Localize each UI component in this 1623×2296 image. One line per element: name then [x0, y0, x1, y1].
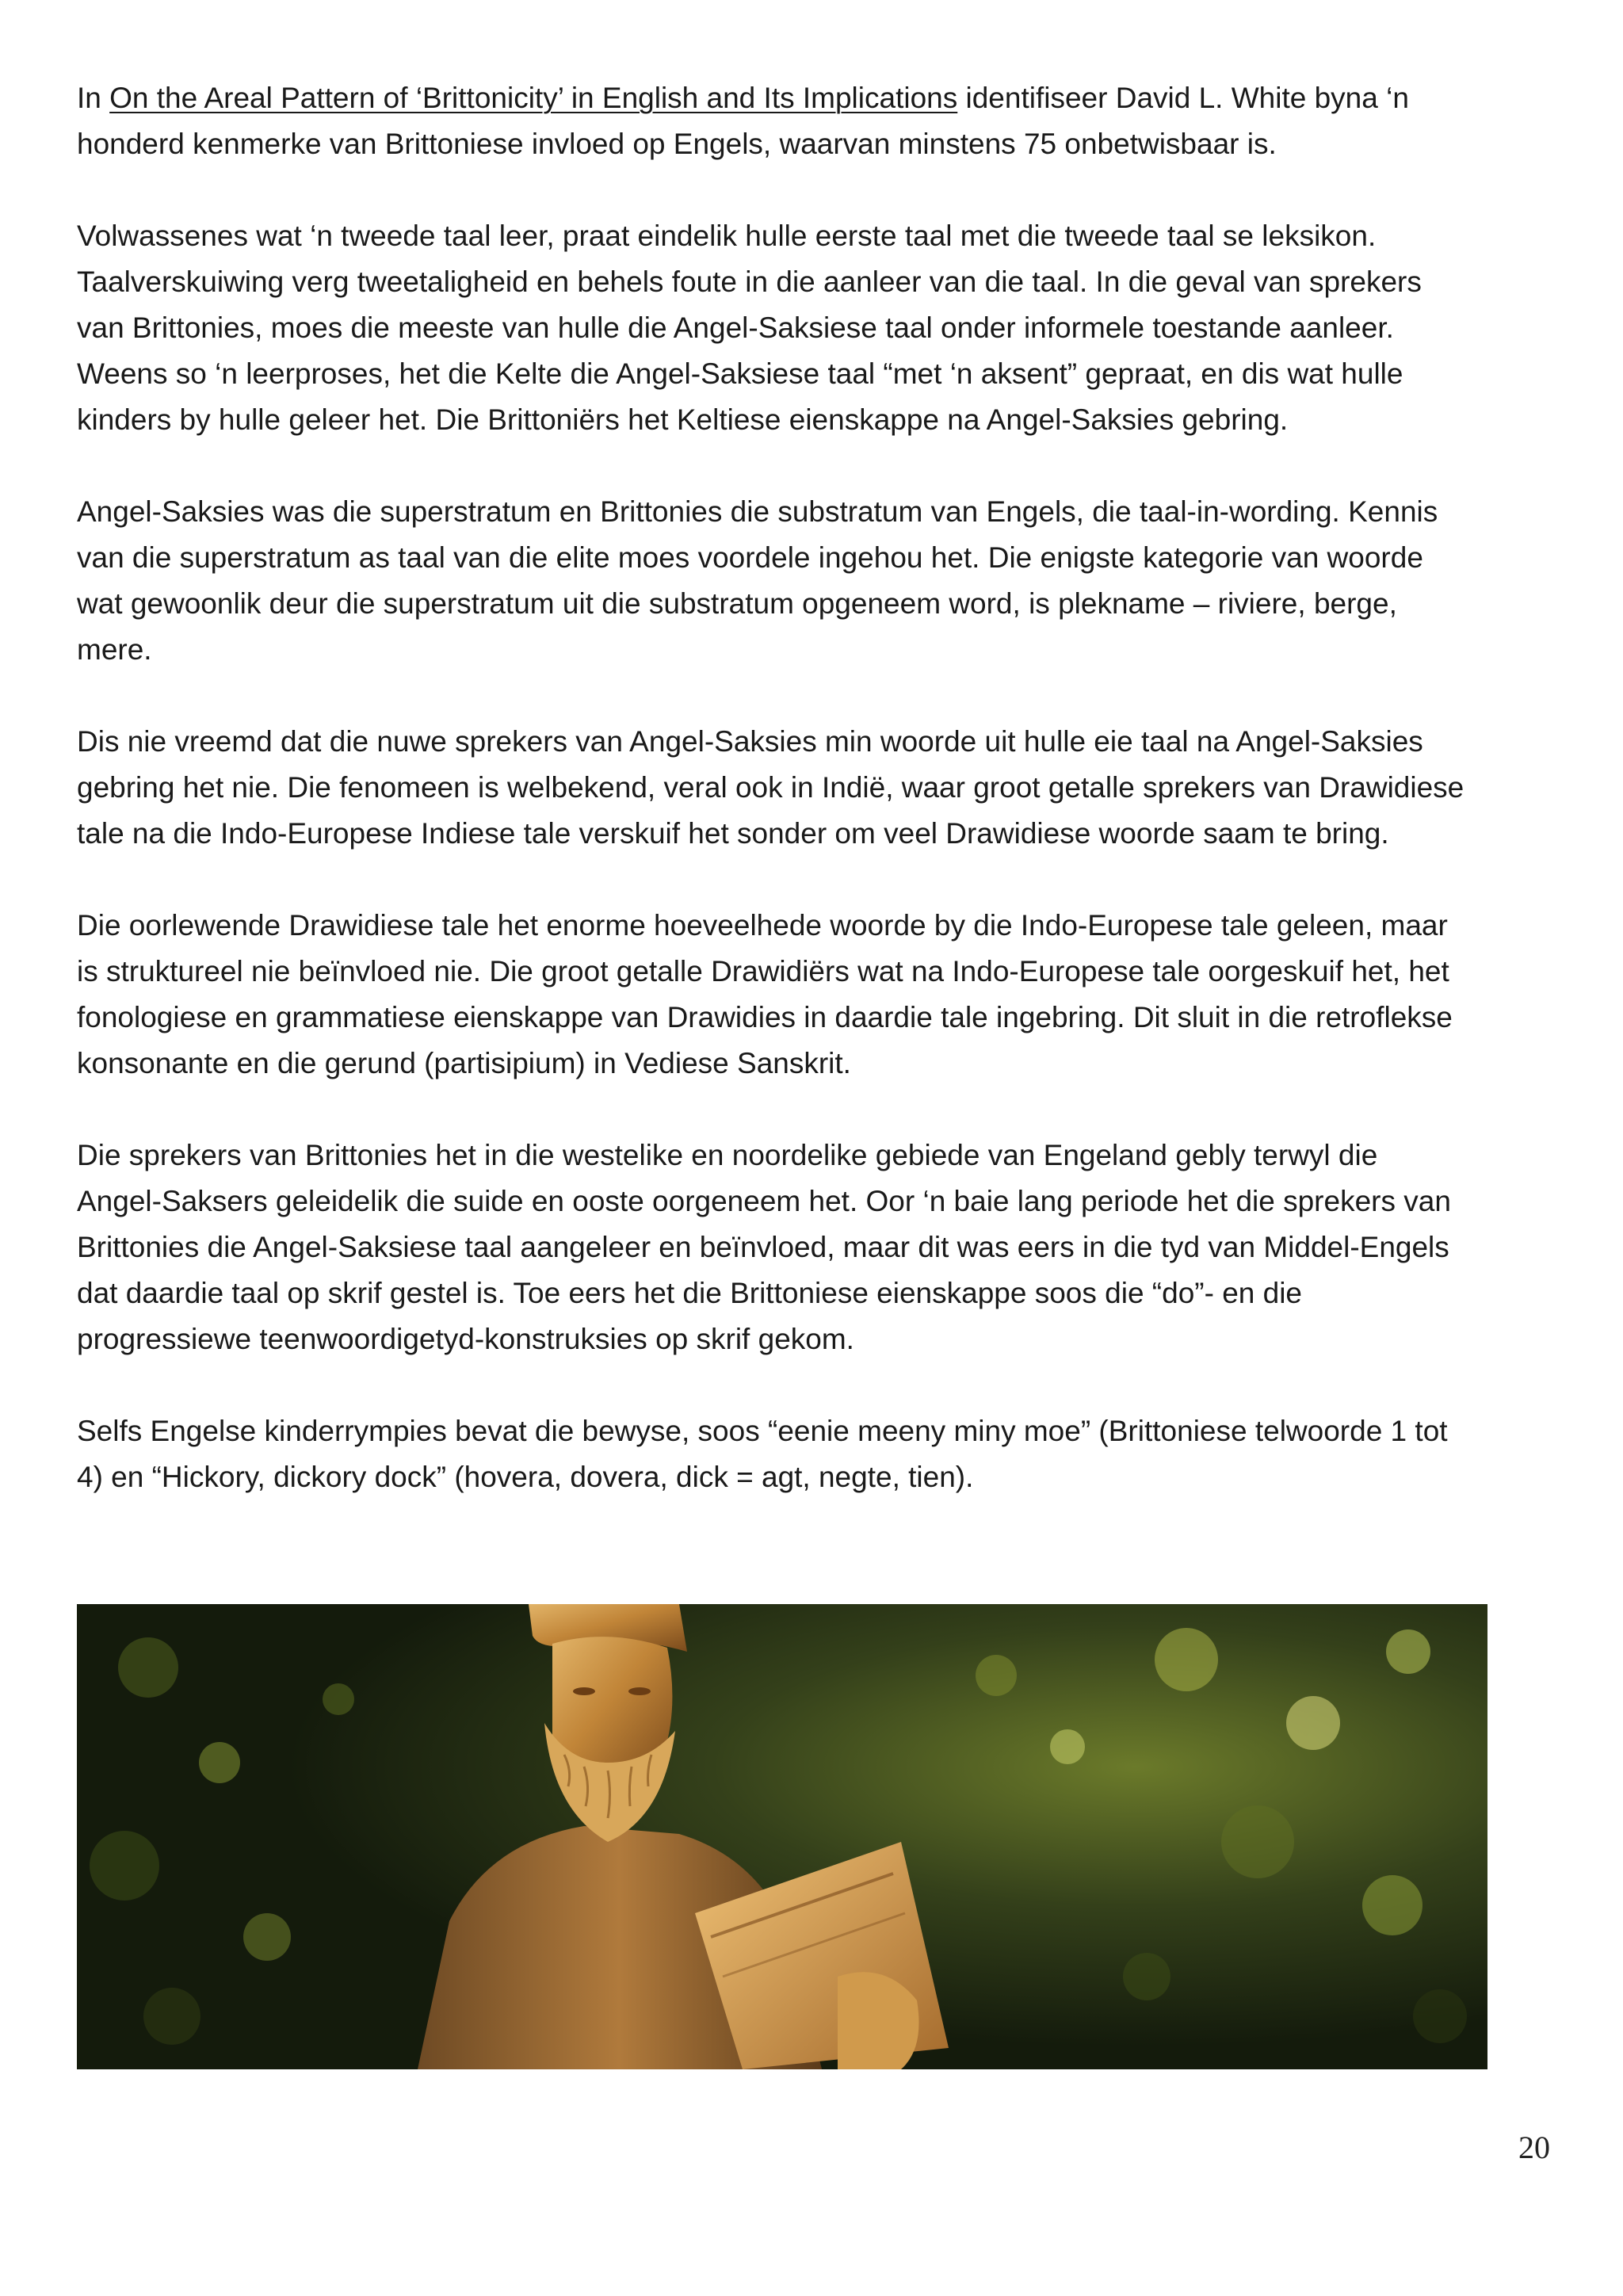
intro-prefix: In [77, 82, 110, 114]
paragraph: Angel-Saksies was die superstratum en Brittonies die substratum van Engels, die taal-in-wording. Kennis van die superstratum as taal van die elite moes voordele ingehou het. Die enigste kategorie van woorde wat gewoonlik deur die superstratum uit die substratum opgeneem word, is plekname – riviere, berge, mere. [77, 495, 1438, 666]
intro-paragraph [77, 75, 1567, 167]
paragraph: Selfs Engelse kinderrympies bevat die bewyse, soos “eenie meeny miny moe” (Brittoniese telwoorde 1 tot 4) en “Hickory, dickory dock” (hovera, dovera, dick = agt, negte, tien). [77, 1415, 1448, 1493]
source-title-link[interactable]: On the Areal Pattern of ‘Brittonicity’ in English and Its Implications [109, 82, 958, 114]
body-text [77, 75, 1567, 1546]
paragraph: Die sprekers van Brittonies het in die westelike en noordelike gebiede van Engeland gebly terwyl die Angel-Saksers geleidelik die suide en ooste oorgeneem het. Oor ‘n baie lang periode het die sprekers van Brittonies die Angel-Saksiese taal aangeleer en beïnvloed, maar dit was eers in die tyd van Middel-Engels dat daardie taal op skrif gestel is. Toe eers het die Brittoniese eienskappe soos die “do”- en die progressiewe teenwoordigetyd-konstruksies op skrif gekom. [77, 1139, 1451, 1355]
paragraph: Die oorlewende Drawidiese tale het enorme hoeveelhede woorde by die Indo-Europese tale geleen, maar is struktureel nie beïnvloed nie. Die groot getalle Drawidiërs wat na Indo-Europese tale oorgeskuif het, het fonologiese en grammatiese eienskappe van Drawidies in daardie tale ingebring. Dit sluit in die retroflekse konsonante en die gerund (partisipium) in Vediese Sanskrit. [77, 909, 1453, 1079]
paragraph: Dis nie vreemd dat die nuwe sprekers van Angel-Saksies min woorde uit hulle eie taal na Angel-Saksies gebring het nie. Die fenomeen is welbekend, veral ook in Indië, waar groot getalle sprekers van Drawidiese tale na die Indo-Europese Indiese tale verskuif het sonder om veel Drawidiese woorde saam te bring. [77, 725, 1465, 850]
page-number: 20 [1518, 2130, 1550, 2165]
paragraph: Volwassenes wat ‘n tweede taal leer, praat eindelik hulle eerste taal met die tweede taal se leksikon. Taalverskuiwing verg tweetaligheid en behels foute in die aanleer van die taal. In die geval van sprekers van Brittonies, moes die meeste van hulle die Angel-Saksiese taal onder informele toestande aanleer. Weens so ‘n leerproses, het die Kelte die Angel-Saksiese taal “met ‘n aksent” gepraat, en dis wat hulle kinders by hulle geleer het. Die Brittoniërs het Keltiese eienskappe na Angel-Saksies gebring. [77, 220, 1422, 436]
intro-suffix: identifiseer David L. White byna ‘n honderd kenmerke van Brittoniese invloed op Engels, waarvan minstens 75 onbetwisbaar is. [77, 82, 1409, 160]
wooden-statue-photo [77, 1604, 1487, 2069]
